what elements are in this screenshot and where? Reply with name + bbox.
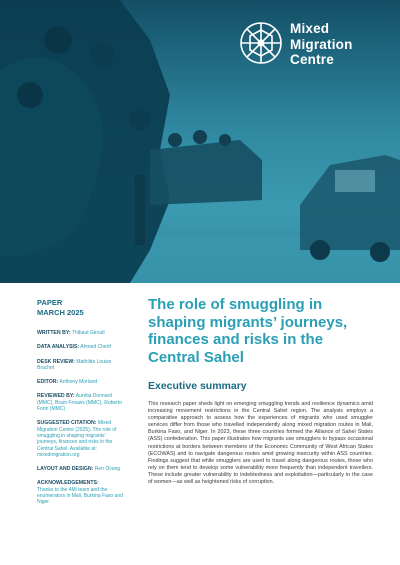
section-heading: Executive summary bbox=[148, 380, 247, 392]
credit-label: DESK REVIEW: bbox=[37, 358, 75, 365]
executive-summary-text: This research paper sheds light on emerging smuggling trends and resilience dynamics amid increasing movement restrictions in the Central Sahel region. The analysis employs a comparative approach to assess how the experiences of migrants who used smuggler services differ from those who travelled independently along mixed migration routes in Mali, Burkina Faso, and Niger. In 2023, these three countries formed the Alliance of Sahel States (ASS) confederation. This paper illustrates how migrants use smugglers to bypass occasional restrictions at borders between members of the Economic Community of West African States (ECOWAS) and to navigate dangerous routes amid growing insecurity within ASS countries. Findings suggest that while smugglers are used to travel along dangerous routes, those who rely on them tend to develop some vulnerability more frequently than independent travellers. These include greater vulnerability to indebtedness and exploitation—particularly in the case of women—as well as heightened risks of corruption. bbox=[148, 401, 373, 486]
credit-value: Mathilde Louise Brachet bbox=[37, 358, 112, 371]
credit-value: Ren Ovung bbox=[94, 466, 121, 473]
credit-label: SUGGESTED CITATION: bbox=[37, 420, 97, 427]
credit-value: Ahmed Cherif bbox=[80, 344, 111, 351]
brand-line-2: Migration bbox=[290, 36, 353, 52]
brand-line-3: Centre bbox=[290, 52, 334, 67]
credit-value: Thanks to the 4Mi team and the enumerators in Mali, Burkina Faso and Niger. bbox=[37, 486, 123, 506]
main-column bbox=[148, 296, 373, 486]
credit-acknowledgements bbox=[37, 480, 123, 505]
mmc-wordmark bbox=[290, 21, 353, 68]
doc-type: PAPER bbox=[37, 298, 63, 307]
page-title: The role of smuggling in shaping migrants’ journeys, finances and risks in the Central Sahel bbox=[148, 296, 348, 366]
credit-label: WRITTEN BY: bbox=[37, 330, 71, 336]
credit-value: Anthony Morland bbox=[59, 379, 98, 386]
credit-citation bbox=[37, 420, 123, 458]
credits-sidebar bbox=[37, 298, 123, 514]
mmc-logo-icon bbox=[236, 18, 286, 68]
credit-reviewed-by bbox=[37, 393, 123, 412]
mmc-logo bbox=[236, 18, 396, 78]
credit-desk-review bbox=[37, 359, 123, 372]
credit-value: Thibaut Giroult bbox=[71, 330, 105, 336]
credit-layout bbox=[37, 466, 123, 472]
doc-date: MARCH 2025 bbox=[37, 308, 84, 317]
credit-editor bbox=[37, 379, 123, 385]
brand-line-1: Mixed bbox=[290, 21, 330, 36]
credit-value: Mixed Migration Centre (2025), The role of smuggling in shaping migrants’ journeys, finances and risks in the Central Sahel. Available at: mixedmigration.org bbox=[37, 420, 117, 458]
credit-data-analysis bbox=[37, 344, 123, 350]
credit-label: ACKNOWLEDGEMENTS: bbox=[37, 480, 99, 487]
credit-label: DATA ANALYSIS: bbox=[37, 344, 80, 351]
credit-label: EDITOR: bbox=[37, 379, 59, 386]
credit-label: REVIEWED BY: bbox=[37, 393, 75, 400]
credit-value: Aurélia Donnard (MMC), Bram Frouws (MMC), Roberto Forin (MMC) bbox=[37, 393, 123, 413]
credit-label: LAYOUT AND DESIGN: bbox=[37, 466, 94, 473]
credit-written-by bbox=[37, 330, 123, 336]
